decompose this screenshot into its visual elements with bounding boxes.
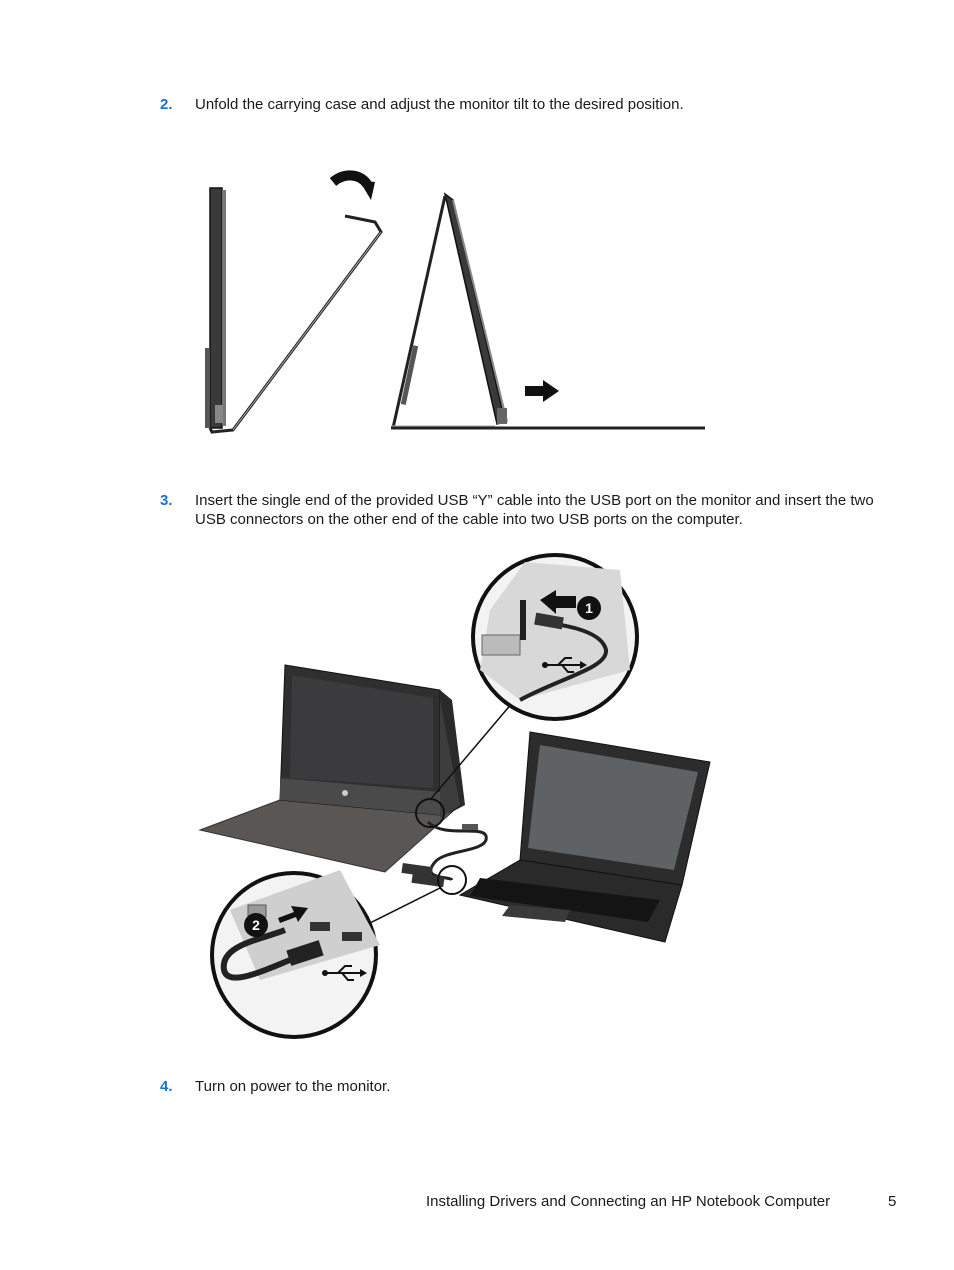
curved-arrow-icon — [333, 175, 375, 200]
right-arrow-icon — [525, 380, 559, 402]
notebook-computer — [460, 732, 710, 942]
step-number: 3. — [160, 492, 173, 509]
callout-2-badge — [244, 913, 268, 937]
callout-1-label: 1 — [585, 600, 593, 616]
step-number: 4. — [160, 1078, 173, 1095]
footer-title: Installing Drivers and Connecting an HP Notebook Computer — [426, 1193, 831, 1210]
folded-monitor-side-view — [205, 188, 381, 432]
usb-connection-illustration — [190, 550, 730, 1045]
step-text: Unfold the carrying case and adjust the monitor tilt to the desired position. — [195, 96, 684, 113]
monitor-tilt-illustration — [195, 160, 715, 440]
step-text: Insert the single end of the provided USB “Y” cable into the USB port on the monitor and insert the two USB connectors on the other end of the cable into two USB ports on the computer. — [195, 492, 874, 528]
callout-2-label: 2 — [252, 917, 260, 933]
zoom-detail-notebook-ports — [212, 870, 380, 1037]
step-number: 2. — [160, 96, 173, 113]
portable-monitor — [200, 665, 465, 872]
callout-1-badge — [577, 596, 601, 620]
zoom-detail-monitor-port — [473, 555, 637, 719]
page-number: 5 — [888, 1193, 897, 1210]
step-text: Turn on power to the monitor. — [195, 1078, 391, 1095]
